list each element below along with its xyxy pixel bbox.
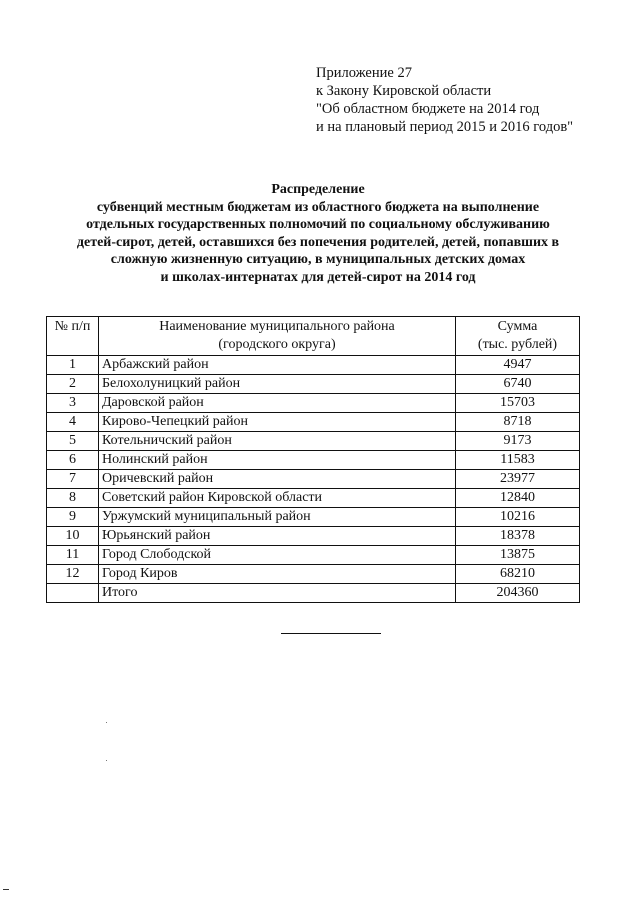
table-row [47,527,580,546]
row-num: 12 [47,565,99,584]
row-name: Советский район Кировской области [99,489,456,508]
row-num: 1 [47,356,99,375]
row-sum: 11583 [456,451,580,470]
table-row [47,413,580,432]
title-line: и школах-интернатах для детей-сирот на 2014 год [160,269,476,285]
row-sum: 8718 [456,413,580,432]
total-num [47,584,99,603]
row-name: Даровской район [99,394,456,413]
header-sum-line1: Сумма [497,319,538,334]
row-num: 3 [47,394,99,413]
table-row [47,394,580,413]
table-row [47,451,580,470]
header-num: № п/п [47,317,99,356]
header-sum-line2: (тыс. рублей) [477,337,558,352]
title-line: отдельных государственных полномочий по социальному обслуживанию [86,217,550,232]
subvention-table [46,316,580,603]
table-row [47,375,580,394]
row-sum: 4947 [456,356,580,375]
row-name: Арбажский район [99,356,456,375]
row-sum: 18378 [456,527,580,546]
title-line: сложную жизненную ситуацию, в муниципальных детских домах [110,252,526,267]
row-name: Город Слободской [99,546,456,565]
header-name-line2: (городского округа) [218,337,336,352]
header-name [99,317,456,356]
table-body [47,356,580,603]
row-name: Кирово-Чепецкий район [99,413,456,432]
row-sum: 68210 [456,565,580,584]
appendix-line: "Об областном бюджете на 2014 год [316,101,540,117]
table-row [47,470,580,489]
table-row [47,356,580,375]
row-sum: 10216 [456,508,580,527]
row-name: Город Киров [99,565,456,584]
appendix-line: к Закону Кировской области [316,83,492,99]
row-name: Уржумский муниципальный район [99,508,456,527]
row-name: Белохолуницкий район [99,375,456,394]
table-row [47,489,580,508]
row-num: 10 [47,527,99,546]
table-row [47,508,580,527]
row-num: 8 [47,489,99,508]
scan-mark [3,889,9,890]
row-name: Котельничский район [99,432,456,451]
row-sum: 15703 [456,394,580,413]
title-line: Распределение [271,182,365,197]
row-num: 11 [47,546,99,565]
row-num: 9 [47,508,99,527]
table-header-row [47,317,580,356]
scan-speck [106,760,107,761]
row-num: 5 [47,432,99,451]
table-row [47,565,580,584]
row-name: Нолинский район [99,451,456,470]
total-sum: 204360 [456,584,580,603]
appendix-line: и на плановый период 2015 и 2016 годов" [316,119,574,135]
row-num: 2 [47,375,99,394]
appendix-note [316,64,573,136]
table-row [47,546,580,565]
header-name-line1: Наименование муниципального района [159,319,395,334]
table-total-row [47,584,580,603]
scan-speck [106,722,107,723]
row-sum: 12840 [456,489,580,508]
closing-rule [281,633,381,634]
title-line: детей-сирот, детей, оставшихся без попечения родителей, детей, попавших в [76,234,560,250]
row-sum: 13875 [456,546,580,565]
title-line: субвенций местным бюджетам из областного бюджета на выполнение [96,199,540,215]
row-num: 6 [47,451,99,470]
row-sum: 9173 [456,432,580,451]
header-sum [456,317,580,356]
row-sum: 6740 [456,375,580,394]
row-name: Юрьянский район [99,527,456,546]
total-label: Итого [99,584,456,603]
appendix-line: Приложение 27 [316,65,412,81]
table-row [47,432,580,451]
row-sum: 23977 [456,470,580,489]
row-num: 4 [47,413,99,432]
document-title [40,181,596,286]
row-name: Оричевский район [99,470,456,489]
row-num: 7 [47,470,99,489]
